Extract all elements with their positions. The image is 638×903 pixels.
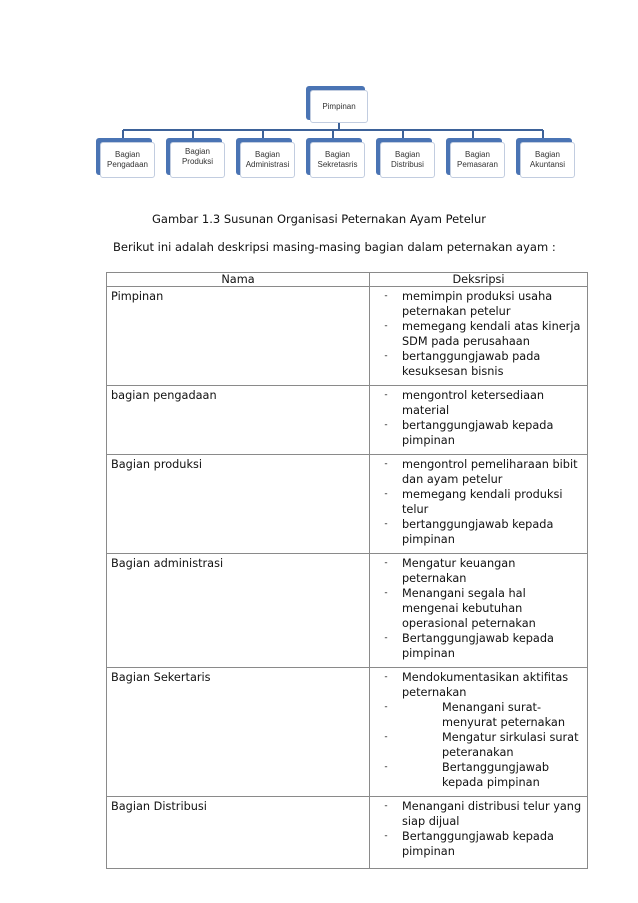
dash-bullet-icon: - <box>384 633 388 643</box>
description-text: Menangani surat-menyurat peternakan <box>442 701 566 729</box>
row-name: Bagian produksi <box>107 455 370 554</box>
row-name: Bagian Distribusi <box>107 797 370 869</box>
org-box-department <box>516 138 572 175</box>
org-box-department <box>166 138 222 175</box>
dash-bullet-icon: - <box>384 801 388 811</box>
description-item <box>370 631 583 661</box>
org-box-label-line: Bagian <box>115 150 140 159</box>
description-text: Menangani segala hal mengenai kebutuhan operasional peternakan <box>402 587 536 630</box>
description-item <box>370 556 583 586</box>
table-row <box>107 287 588 386</box>
org-box-label-line: Bagian <box>465 150 490 159</box>
description-text: Bertanggungjawab kepada pimpinan <box>442 761 550 789</box>
dash-bullet-icon: - <box>384 519 388 529</box>
description-text: Mendokumentasikan aktifitas peternakan <box>402 671 569 699</box>
dash-bullet-icon: - <box>384 489 388 499</box>
dash-bullet-icon: - <box>384 321 388 331</box>
org-box-label-line: Akuntansi <box>529 160 566 169</box>
row-description <box>370 797 588 869</box>
org-box-label-line: Bagian <box>325 150 350 159</box>
description-text: Bertanggungjawab kepada pimpinan <box>402 632 554 660</box>
description-text: mengontrol pemeliharaan bibit dan ayam petelur <box>402 458 578 486</box>
description-item <box>370 349 583 379</box>
org-box-label-line: Bagian <box>255 150 280 159</box>
org-box-label-line: Bagian <box>185 147 210 156</box>
description-text: bertanggungjawab kepada pimpinan <box>402 419 554 447</box>
org-box-label-line: Distribusi <box>391 160 424 169</box>
description-text: mengontrol ketersediaan material <box>402 389 545 417</box>
row-description <box>370 554 588 668</box>
description-item <box>370 586 583 631</box>
dash-bullet-icon: - <box>384 351 388 361</box>
description-text: Bertanggungjawab kepada pimpinan <box>402 830 554 858</box>
dash-bullet-icon: - <box>384 702 388 712</box>
table-row <box>107 386 588 455</box>
table-row <box>107 455 588 554</box>
description-text: Menangani distribusi telur yang siap dijual <box>402 800 582 828</box>
row-description <box>370 668 588 797</box>
org-box-label-line: Pemasaran <box>457 160 498 169</box>
description-item <box>370 289 583 319</box>
description-text: memegang kendali atas kinerja SDM pada perusahaan <box>402 320 581 348</box>
description-item <box>370 517 583 547</box>
description-item <box>370 457 583 487</box>
table-row <box>107 668 588 797</box>
description-item <box>370 418 583 448</box>
description-item <box>370 487 583 517</box>
org-box-department <box>446 138 502 175</box>
org-box-label-line: Sekretasris <box>317 160 358 169</box>
figure-caption: Gambar 1.3 Susunan Organisasi Peternakan Ayam Petelur <box>152 212 486 226</box>
dash-bullet-icon: - <box>384 291 388 301</box>
intro-paragraph: Berikut ini adalah deskripsi masing-masing bagian dalam peternakan ayam : <box>113 240 556 254</box>
description-item <box>370 319 583 349</box>
description-text: memegang kendali produksi telur <box>402 488 563 516</box>
description-text: Mengatur sirkulasi surat peteranakan <box>442 731 579 759</box>
description-item <box>370 388 583 418</box>
description-item <box>370 799 583 829</box>
org-box-label-line: Bagian <box>395 150 420 159</box>
org-box-department <box>376 138 432 175</box>
description-item <box>370 829 583 859</box>
org-box-label-line: Bagian <box>535 150 560 159</box>
org-box-label-line: Produksi <box>181 157 214 166</box>
org-box-pimpinan <box>306 86 365 120</box>
description-text: bertanggungjawab kepada pimpinan <box>402 518 554 546</box>
row-description <box>370 455 588 554</box>
org-box-department <box>236 138 292 175</box>
row-name: bagian pengadaan <box>107 386 370 455</box>
dash-bullet-icon: - <box>384 831 388 841</box>
row-name: Pimpinan <box>107 287 370 386</box>
dash-bullet-icon: - <box>384 732 388 742</box>
row-description <box>370 287 588 386</box>
dash-bullet-icon: - <box>384 390 388 400</box>
description-text: bertanggungjawab pada kesuksesan bisnis <box>402 350 541 378</box>
org-box-label-line: Administrasi <box>245 160 290 169</box>
org-box-department <box>306 138 362 175</box>
row-description <box>370 386 588 455</box>
dash-bullet-icon: - <box>384 672 388 682</box>
row-name: Bagian Sekertaris <box>107 668 370 797</box>
table-row <box>107 554 588 668</box>
org-box-label: Pimpinan <box>322 101 356 111</box>
table-header-row <box>107 273 588 287</box>
description-table <box>106 272 588 869</box>
description-item <box>370 730 583 760</box>
description-text: Mengatur keuangan peternakan <box>402 557 516 585</box>
description-item <box>370 670 583 700</box>
description-item <box>370 700 583 730</box>
row-name: Bagian administrasi <box>107 554 370 668</box>
org-box-label-line: Pengadaan <box>107 160 148 169</box>
dash-bullet-icon: - <box>384 762 388 772</box>
column-header-deskripsi: Deksripsi <box>370 273 588 287</box>
column-header-nama: Nama <box>107 273 370 287</box>
table-row <box>107 797 588 869</box>
description-text: memimpin produksi usaha peternakan petelur <box>402 290 553 318</box>
dash-bullet-icon: - <box>384 420 388 430</box>
dash-bullet-icon: - <box>384 459 388 469</box>
dash-bullet-icon: - <box>384 588 388 598</box>
org-box-department <box>96 138 152 175</box>
dash-bullet-icon: - <box>384 558 388 568</box>
description-item <box>370 760 583 790</box>
